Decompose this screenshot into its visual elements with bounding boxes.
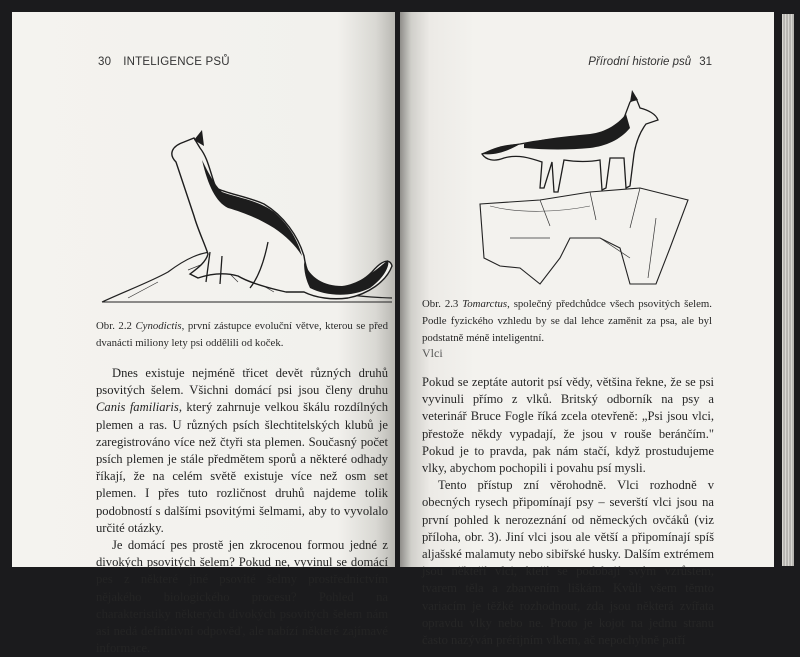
tomarctus-illustration — [480, 88, 700, 284]
paragraph: Dnes existuje nejméně třicet devět různých druhů psovitých šelem. Všichni domácí psi jsou členy druhu Canis familiaris, který zahrnuje velkou škálu rozdílných plemen a ras. U různých psích šlechtitelských klubů je zaregistrováno více než čtyři sta plemen. Současný počet psích plemen je stále předmětem sporů a některé odhady říkají, že na celém světě existuje více než osm set plemen. I přes tuto rozličnost druhů najdeme tolik podobností s dalšími psovitými šelmami, aby to vyvolalo určité otázky. — [96, 366, 389, 535]
right-running-head: Přírodní historie psů — [588, 56, 692, 68]
paragraph: Tento přístup zní věrohodně. Vlci rozhodně v obecných rysech připomínají psy – severští vlci jsou na první pohled k nerozeznání od německých ovčáků (viz příloha, obr. 3). Jiní vlci jsou ale větší a připomínají spíš aljašské malamuty nebo sibiřské husky. Dalším extrémem jsou někteří vlci, kteří se podobají svým vzrůstem, tvarem těla a zbarvením liškám. Kvůli všem těmto variacím je těžké rozhodnout, zda jsou některá zvířata opravdu vlky nebo ne. Proto je kojot na jednu stranu často nazýván prérijním vlkem, ač nepochybně patří — [422, 478, 714, 648]
left-running-head: INTELIGENCE PSŮ — [123, 56, 230, 68]
page-edges — [782, 14, 794, 566]
figure-caption-2-3: Obr. 2.3 Tomarctus, společný předchůdce všech psovitých šelem. Podle fyzického vzhledu by se dal lehce zaměnit za psa, ale byl podstatně méně inteligentní. — [422, 298, 712, 344]
left-page-number: 30 — [98, 56, 112, 68]
paragraph: Je domácí pes prostě jen zkrocenou formou jedné z divokých psovitých šelem? Pokud ne, vyvinul se domácí pes z některé jiné psovité šelmy prostřednictvím nějakého biologického procesu? Pohled na charakteristiky některých divokých psovitých šelem nám asi nedá definitivní odpověď, ale nabízí některé zajímavé informace. — [96, 538, 388, 656]
left-page — [12, 12, 395, 656]
right-page-number: 31 — [699, 56, 712, 68]
figure-caption-2-2: Obr. 2.2 Cynodictis, první zástupce evoluční větve, kterou se před dvanácti miliony lety psi oddělili od koček. — [96, 320, 388, 349]
cynodictis-illustration — [98, 132, 394, 308]
paragraph: Pokud se zeptáte autorit psí vědy, většina řekne, že se psi vyvinuli přímo z vlků. Britský odborník na psy a veterinář Bruce Fogle říká zcela otevřeně: „Psi jsou vlci, přestože někdy vypadají, že jsou v rouše beránčím." Pokud je to pravda, pak nám stačí, když prostudujeme vlky, abychom pochopili i povahu psí mysli. — [422, 375, 714, 476]
left-body-text — [96, 365, 388, 657]
left-running-header — [98, 56, 230, 68]
right-body-text — [422, 374, 714, 649]
right-page — [400, 12, 774, 648]
right-running-header — [588, 56, 712, 68]
section-title: Vlci — [422, 346, 443, 360]
caption-species: Tomarctus — [462, 298, 508, 310]
caption-species: Cynodictis — [135, 320, 182, 332]
